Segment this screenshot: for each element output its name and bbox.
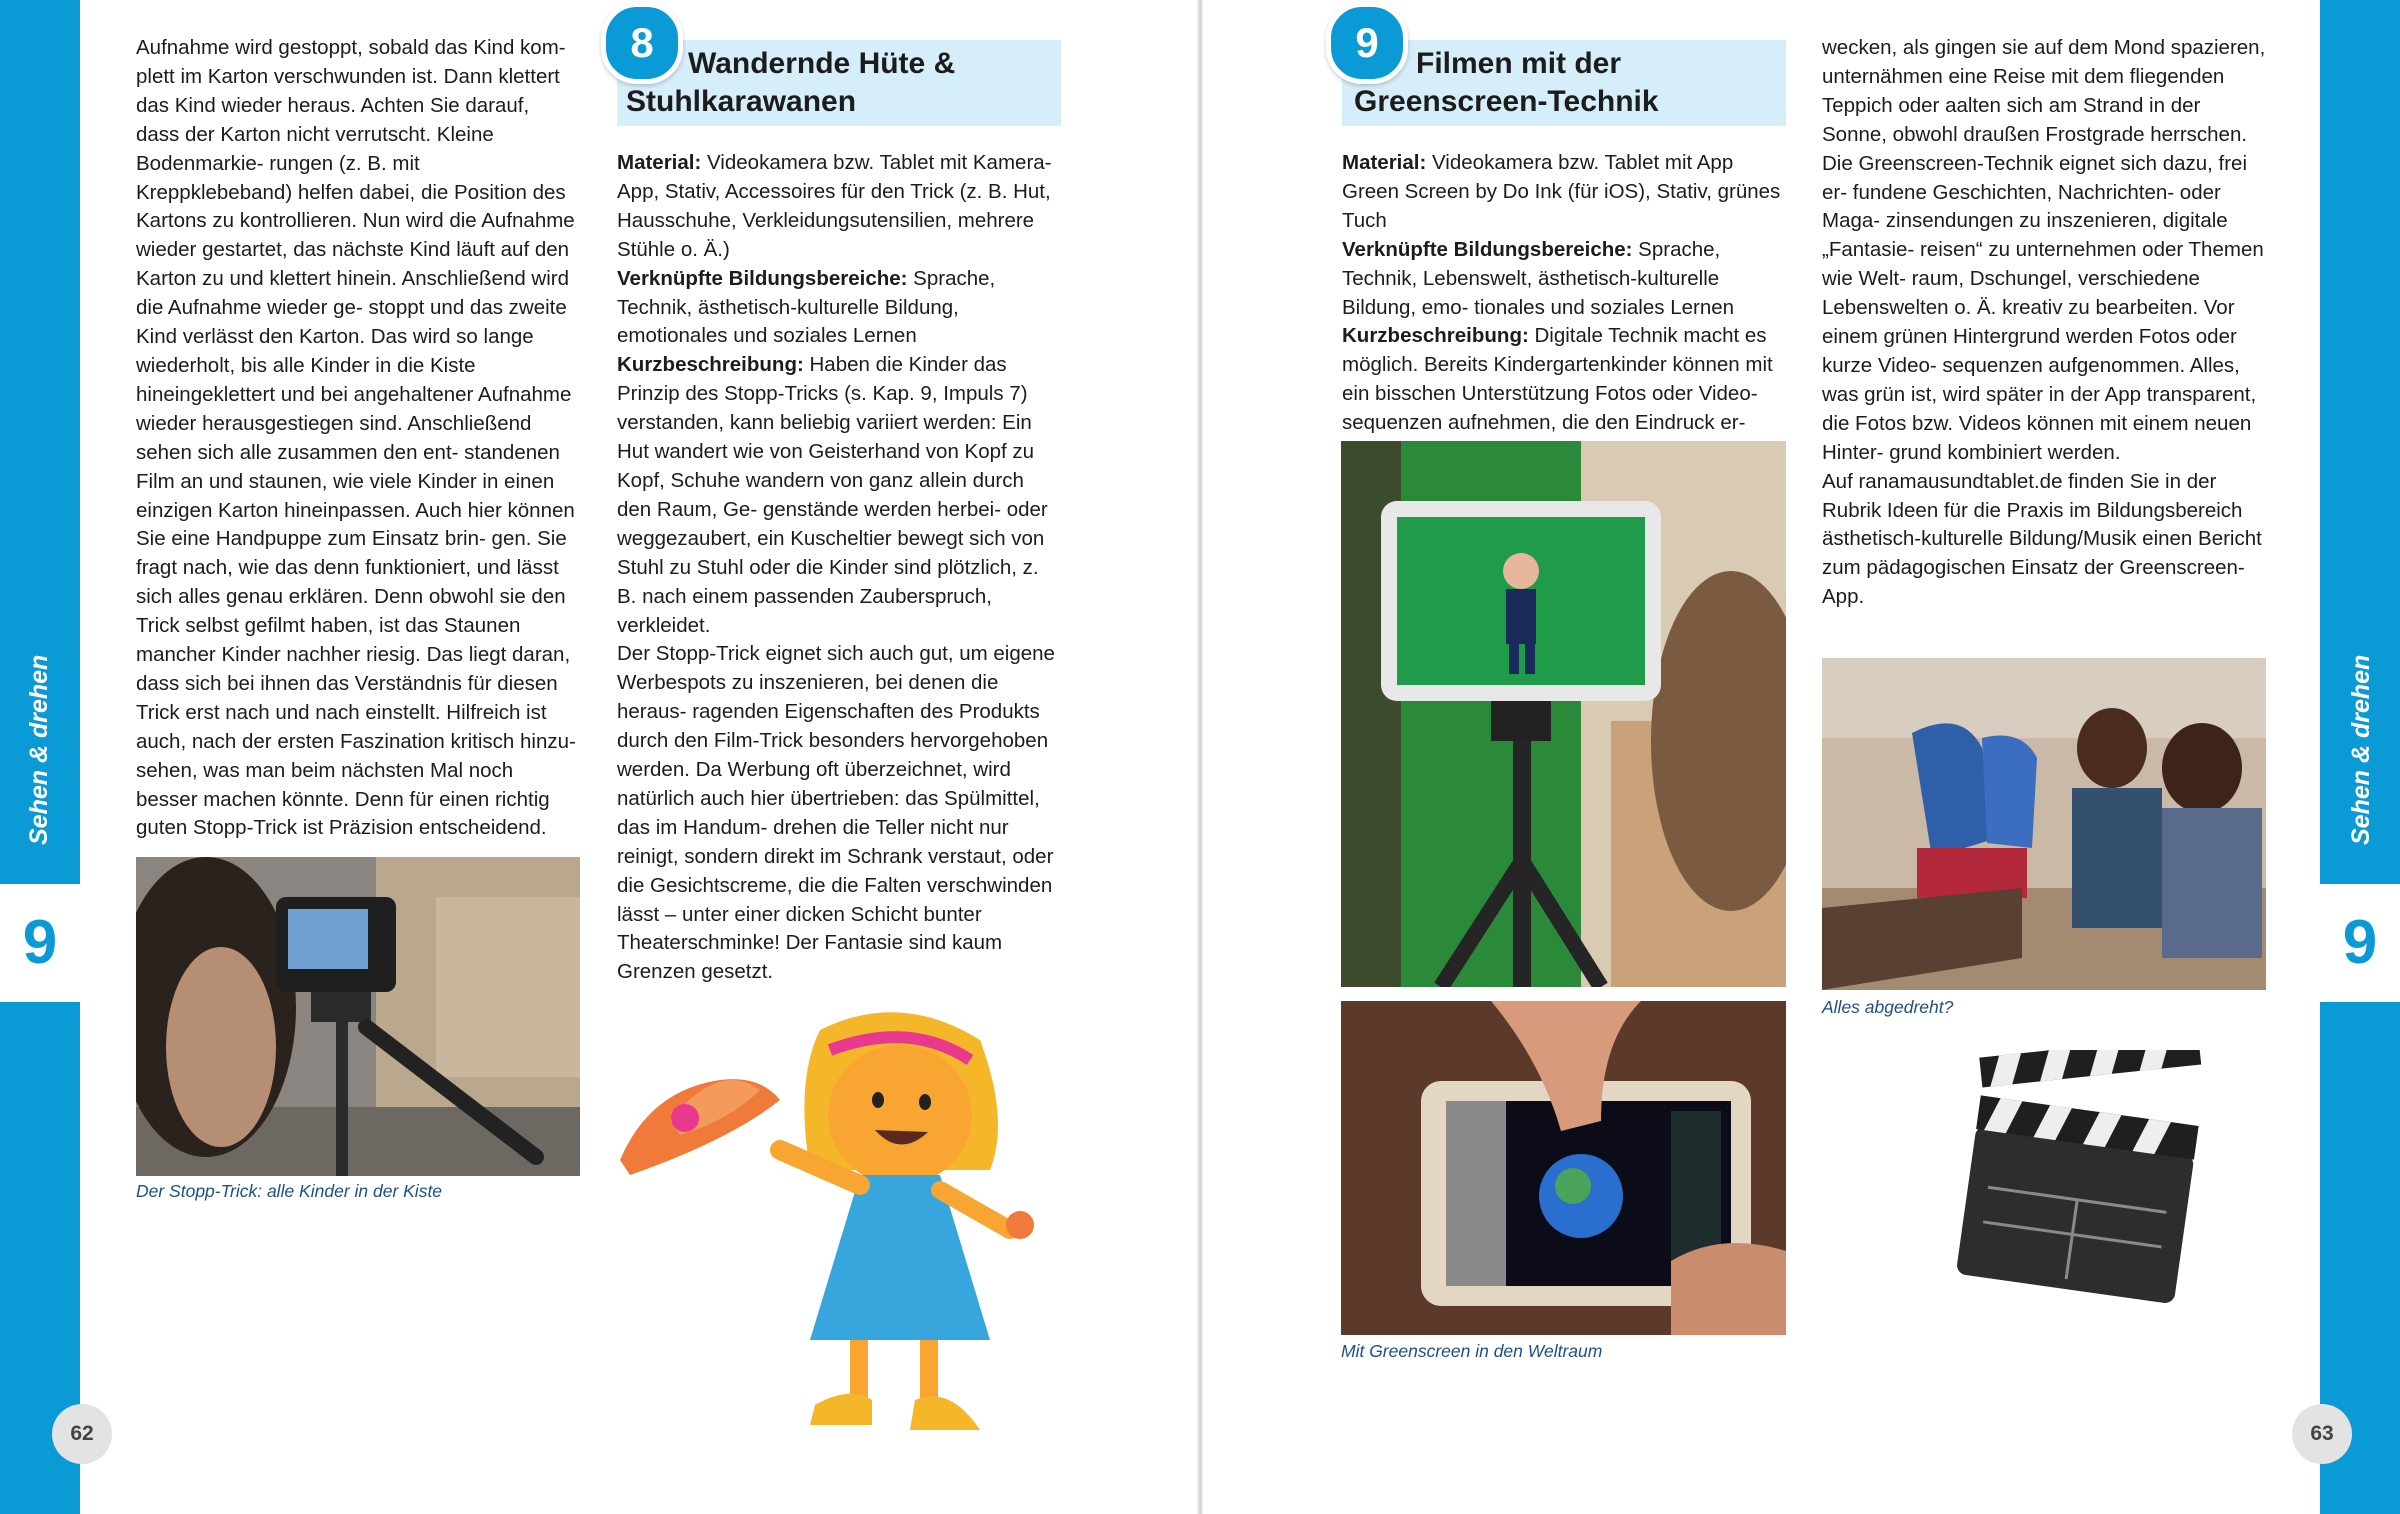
section-9-material [1342,149,1786,236]
section-9-material-text: Videokamera bzw. Tablet mit App Green Screen by Do Ink (für iOS), Stativ, grünes Tuch [1342,151,1781,232]
section-9-kurz [1342,322,1786,438]
section-8-number-badge: 8 [601,2,683,84]
section-8-title-line2: Stuhlkarawanen [626,85,857,118]
left-col1-text [136,34,576,843]
section-8-material-text: Videokamera bzw. Tablet mit Kamera- App, Stativ, Accessoires für den Trick (z. B. Hut, Hausschuhe, Verkleidungsutensilien, mehrere Stühle o. Ä.) [617,151,1052,261]
section-9-kurz-label: Kurzbeschreibung: [1342,324,1529,348]
left-col1-paragraph: Aufnahme wird gestoppt, sobald das Kind kom- plett im Karton verschwunden ist. Dann klettert das Kind wieder heraus. Achten Sie darauf, dass der Karton nicht verrutscht. Kleine Bodenmarkie- rungen (z. B. mit Kreppklebeband) helfen dabei, die Position des Kartons zu kontrollieren. Nun wird die Aufnahme wieder gestartet, das nächste Kind läuft auf den Karton zu und klettert hinein. Anschließend wird die Aufnahme wieder ge- stoppt und das zweite Kind verlässt den Karton. Das wird so lange wiederholt, bis alle Kinder in die Kiste hineingeklettert und bei angehaltener Aufnahme wieder herausgestiegen sind. Anschließend sehen sich alle zusammen den ent- standenen Film an und staunen, wie viele Kinder in einen einzigen Karton hineinpassen. Auch hier können Sie eine Handpuppe zum Einsatz brin- gen. Sie fragt nach, wie das denn funktioniert, und lässt sich alles genau erklären. Denn obwohl sie den Trick selbst gefilmt haben, ist das Staunen mancher Kinder nachher riesig. Das liegt daran, dass sich bei ihnen das Verständnis für diesen Trick erst nach und nach einstellt. Hilfreich ist auch, nach der ersten Faszination kritisch hinzu- sehen, was man beim nächsten Mal noch besser machen könnte. Denn für einen richtig guten Stopp-Trick ist Präzision entscheidend. [136,36,576,840]
section-9-bildung-label: Verknüpfte Bildungsbereiche: [1342,237,1633,261]
girl-illustration-graphic [610,1000,1050,1440]
section-8-kurz-text: Haben die Kinder das Prinzip des Stopp-Tricks (s. Kap. 9, Impuls 7) verstanden, kann beliebig variiert werden: Ein Hut wandert wie von Geisterhand von Kopf zu Kopf, Schuhe wandern von ganz allein durch den Raum, Ge- genstände werden herbei- oder weggezaubert, ein Kuscheltier bewegt sich von Stuhl zu Stuhl oder die Kinder sind plötzlich, z. B. nach einem passenden Zauberspruch, verkleidet. [617,353,1048,637]
right-col2-text [1822,34,2266,612]
caption-kids: Alles abgedreht? [1822,997,1954,1017]
caption-stopp-trick: Der Stopp-Trick: alle Kinder in der Kiste [136,1181,443,1201]
section-8-bildung [617,265,1061,352]
left-page-number: 62 [52,1404,112,1464]
caption-space: Mit Greenscreen in den Weltraum [1341,1341,1603,1361]
book-gutter [1197,0,1203,1514]
photo-kids-feet [1822,658,2266,990]
left-chapter-number: 9 [0,884,80,1002]
section-9-bildung-text: Sprache, Technik, Lebenswelt, ästhetisch-kulturelle Bildung, emo- tionales und soziales Lernen [1342,237,1735,319]
right-col2-paragraph-2: Auf ranamausundtablet.de finden Sie in der Rubrik Ideen für die Praxis im Bildungsbereich ästhetisch-kulturelle Bildung/Musik einen Bericht zum pädagogischen Einsatz der Greenscreen- App. [1822,469,2262,609]
right-page-number: 63 [2292,1404,2352,1464]
section-9-number-badge: 9 [1326,2,1408,84]
right-col2-paragraph-1: wecken, als gingen sie auf dem Mond spazieren, unternähmen eine Reise mit dem fliegenden Teppich oder aalten sich am Strand in der Sonne, obwohl draußen Frostgrade herrschen. Die Greenscreen-Technik eignet sich dazu, frei er- fundene Geschichten, Nachrichten- oder Maga- zinsendungen zu inszenieren, digitale „Fantasie- reisen“ zu unternehmen oder Themen wie Welt- raum, Dschungel, verschiedene Lebenswelten o. Ä. kreativ zu bearbeiten. Vor einem grünen Hintergrund werden Fotos oder kurze Video- sequenzen aufgenommen. Alles, was grün ist, wird später in der App transparent, die Fotos bzw. Videos können mit einem neuen Hinter- grund kombiniert werden. [1822,36,2266,464]
section-9-body [1342,149,1786,438]
clapperboard-graphic [1950,1050,2210,1310]
clapperboard-illustration [1950,1050,2210,1310]
photo-kids-feet-graphic [1822,658,2266,990]
left-side-label: Sehen & drehen [25,654,53,845]
photo-space-tablet [1341,1001,1786,1335]
photo-greenscreen-tablet-graphic [1341,441,1786,987]
section-8-material-label: Material: [617,151,702,174]
girl-with-hat-illustration [610,1000,1050,1440]
photo-stopp-trick [136,857,580,1176]
section-8-title-line1: Wandernde Hüte & [688,47,956,80]
section-8-bildung-label: Verknüpfte Bildungsbereiche: [617,266,908,290]
section-9-bildung [1342,236,1786,323]
photo-space-tablet-graphic [1341,1001,1786,1335]
section-8-kurz [617,351,1061,640]
photo-stopp-trick-graphic [136,857,580,1176]
section-9-title-line2: Greenscreen-Technik [1354,85,1659,118]
section-8-bildung-text: Sprache, Technik, ästhetisch-kulturelle Bildung, emotionales und soziales Lernen [617,266,996,348]
section-8-body [617,149,1061,987]
section-9-title-line1: Filmen mit der [1416,47,1622,80]
section-8-paragraph-2: Der Stopp-Trick eignet sich auch gut, um eigene Werbespots zu inszenieren, bei denen die heraus- ragenden Eigenschaften des Produkts durch den Film-Trick besonders hervorgehoben werden. Da Werbung oft überzeichnet, wird natürlich auch hier übertrieben: das Spülmittel, das im Handum- drehen die Teller nicht nur reinigt, sondern direkt im Schrank verstaut, oder die Gesichtscreme, die die Falten verschwinden lässt – unter einer dicken Schicht bunter Theaterschminke! Der Fantasie sind kaum Grenzen gesetzt. [617,642,1055,984]
section-9-kurz-text: Digitale Technik macht es möglich. Bereits Kindergartenkinder können mit ein bisschen Unterstützung Fotos oder Video- sequenzen aufnehmen, die den Eindruck er- [1342,324,1773,435]
right-side-label: Sehen & drehen [2347,654,2375,845]
section-9-material-label: Material: [1342,151,1427,174]
section-8-material [617,149,1061,265]
section-8-kurz-label: Kurzbeschreibung: [617,353,804,377]
photo-greenscreen-tablet [1341,441,1786,987]
right-chapter-number: 9 [2320,884,2400,1002]
